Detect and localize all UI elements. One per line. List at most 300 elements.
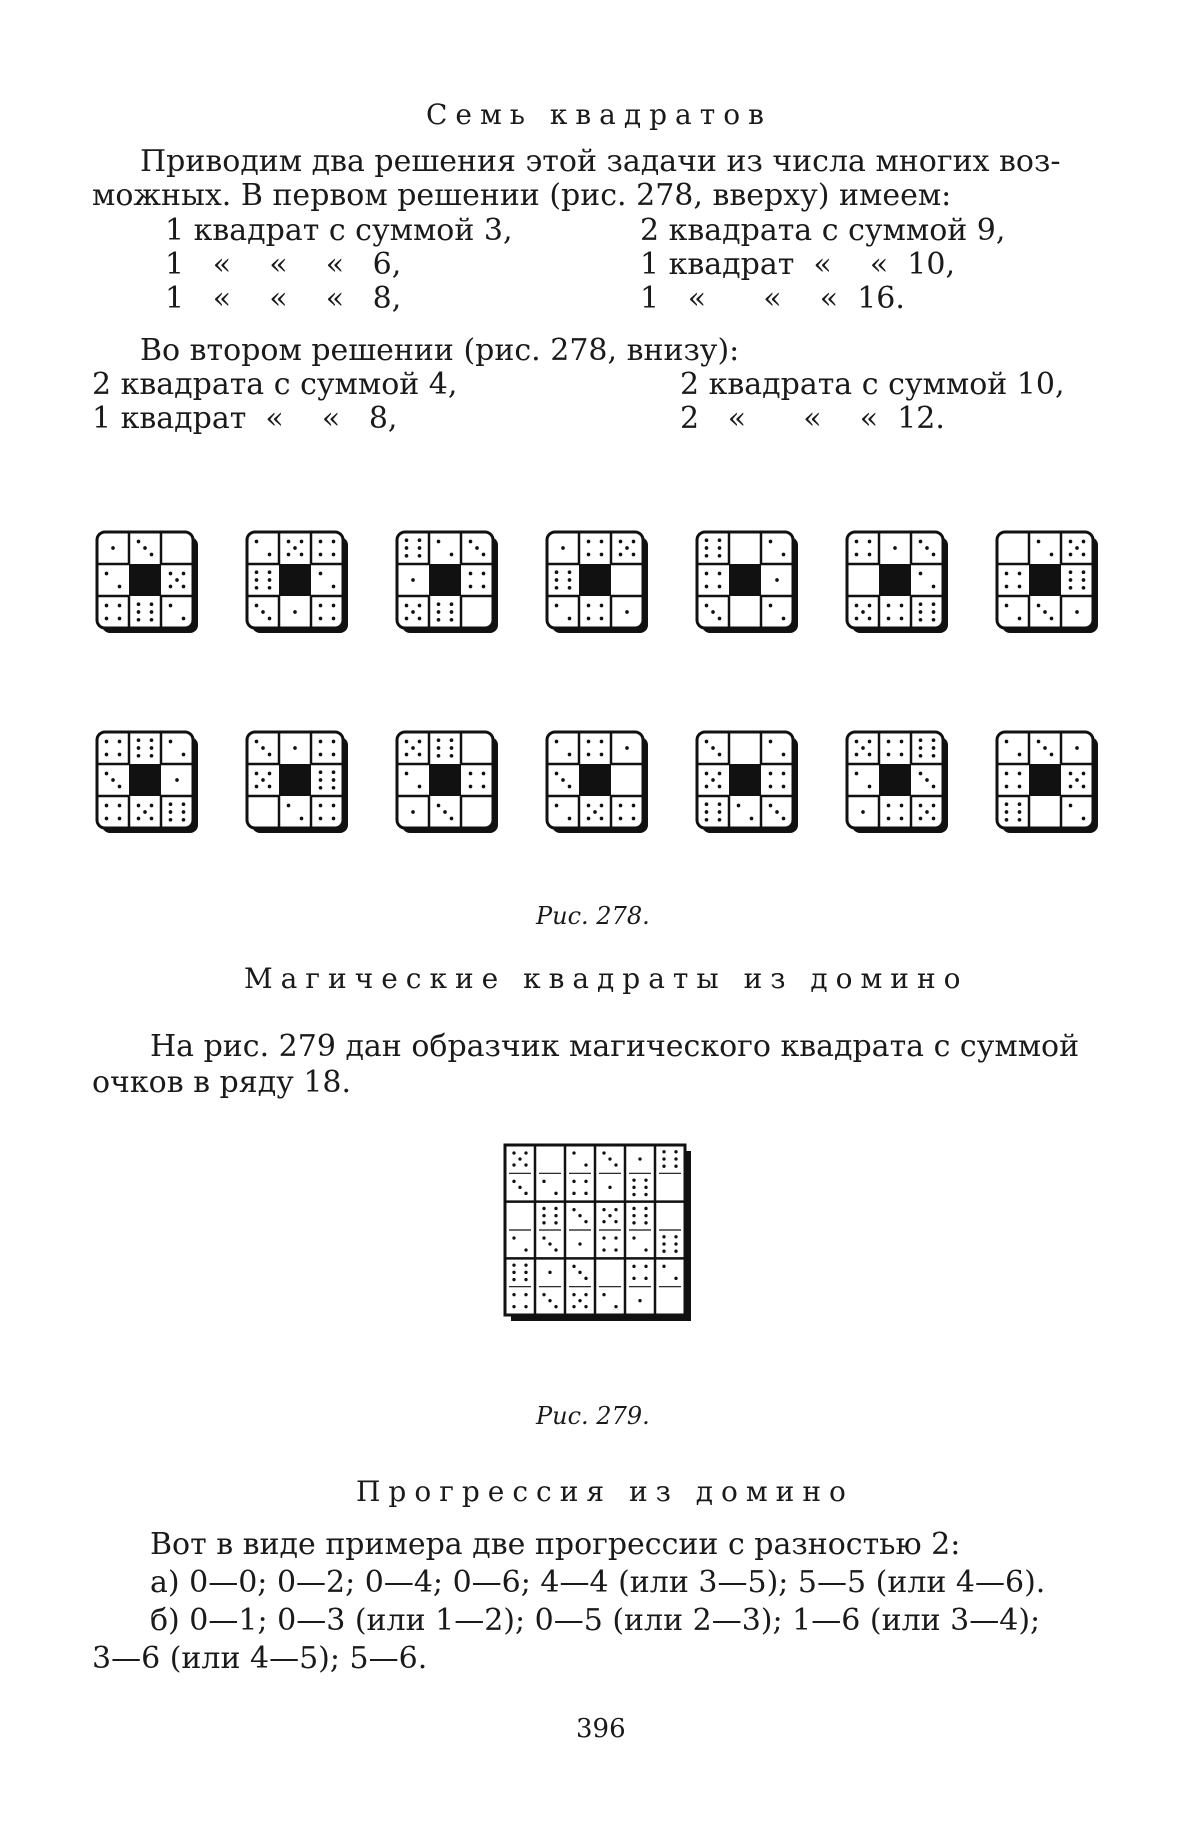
- domino-pip: [1069, 553, 1073, 557]
- domino-pip: [450, 817, 454, 821]
- domino-pip: [332, 786, 336, 790]
- domino-pip: [644, 1207, 647, 1210]
- domino-pip: [1075, 746, 1079, 750]
- domino-pip: [868, 604, 872, 608]
- domino-pip: [554, 1192, 557, 1195]
- domino-pip: [405, 753, 409, 757]
- domino-pip: [1050, 617, 1054, 621]
- domino-pip: [548, 1242, 551, 1245]
- domino-pip: [150, 610, 154, 614]
- domino-pip: [900, 604, 904, 608]
- domino-pip: [1082, 578, 1086, 582]
- domino-pip: [450, 754, 454, 758]
- domino-pip: [1075, 546, 1079, 550]
- domino-pip: [554, 1248, 557, 1251]
- domino-pip: [632, 1277, 635, 1280]
- domino-pip: [555, 772, 559, 776]
- domino-pip: [1069, 772, 1073, 776]
- domino-pip: [893, 546, 897, 550]
- domino-pip: [638, 1299, 641, 1302]
- domino-pip: [319, 804, 323, 808]
- domino-pip: [625, 546, 629, 550]
- domino-pip: [255, 578, 259, 582]
- domino-pip: [1082, 785, 1086, 789]
- domino-pip: [705, 802, 709, 806]
- domino-pip: [512, 1151, 515, 1154]
- domino-pip: [524, 1278, 527, 1281]
- domino-pip: [1005, 802, 1009, 806]
- domino-pip: [319, 553, 323, 557]
- domino-pip: [255, 785, 259, 789]
- domino-pip: [542, 1180, 545, 1183]
- domino-pip: [614, 1305, 617, 1308]
- domino-pip: [542, 1207, 545, 1210]
- domino-pip: [602, 1236, 605, 1239]
- domino-pip: [332, 778, 336, 782]
- domino-pip: [555, 740, 559, 744]
- domino-pip: [600, 804, 604, 808]
- domino-pip: [750, 817, 754, 821]
- domino-pip: [255, 772, 259, 776]
- domino-pip: [1018, 818, 1022, 822]
- domino-pip: [319, 770, 323, 774]
- domino-center: [129, 764, 161, 796]
- sol2-row2-right: 2 « « « 12.: [680, 401, 945, 436]
- domino-pip: [268, 753, 272, 757]
- domino-pip: [619, 817, 623, 821]
- sol1-row3-right: 1 « « « 16.: [640, 281, 905, 316]
- domino-pip: [868, 617, 872, 621]
- domino-pip: [644, 1214, 647, 1217]
- sol1-row3-left: 1 « « « 8,: [165, 281, 402, 316]
- sol2-row1-left: 2 квадрата с суммой 4,: [92, 367, 458, 402]
- domino-square: [847, 732, 948, 833]
- domino-pip: [919, 817, 923, 821]
- domino-pip: [469, 772, 473, 776]
- domino-pip: [150, 618, 154, 622]
- domino-pip: [542, 1221, 545, 1224]
- domino-pip: [887, 804, 891, 808]
- domino-pip: [437, 738, 441, 742]
- domino-pip: [782, 753, 786, 757]
- domino-pip: [169, 818, 173, 822]
- domino-pip: [932, 746, 936, 750]
- domino-pip: [644, 1186, 647, 1189]
- domino-center: [729, 564, 761, 596]
- domino-square: [997, 532, 1098, 633]
- domino-pip: [584, 1163, 587, 1166]
- domino-pip: [542, 1236, 545, 1239]
- domino-pip: [919, 746, 923, 750]
- domino-pip: [255, 540, 259, 544]
- domino-pip: [861, 610, 865, 614]
- domino-pip: [405, 538, 409, 542]
- domino-pip: [568, 578, 572, 582]
- domino-pip: [332, 540, 336, 544]
- domino-pip: [600, 740, 604, 744]
- domino-center: [579, 564, 611, 596]
- domino-pip: [319, 604, 323, 608]
- domino-pip: [887, 740, 891, 744]
- domino-pip: [705, 546, 709, 550]
- domino-pip: [718, 810, 722, 814]
- domino-pip: [638, 1157, 641, 1160]
- domino-pip: [578, 1214, 581, 1217]
- domino-pip: [614, 1248, 617, 1251]
- domino-pip: [405, 554, 409, 558]
- domino-pip: [919, 804, 923, 808]
- domino-pip: [900, 804, 904, 808]
- domino-pip: [319, 817, 323, 821]
- domino-pip: [105, 753, 109, 757]
- domino-pip: [587, 604, 591, 608]
- domino-pip: [268, 570, 272, 574]
- domino-pip: [614, 1163, 617, 1166]
- domino-pip: [1018, 785, 1022, 789]
- domino-pip: [584, 1180, 587, 1183]
- domino-pip: [900, 740, 904, 744]
- domino-pip: [587, 553, 591, 557]
- domino-pip: [584, 1277, 587, 1280]
- domino-pip: [932, 610, 936, 614]
- domino-pip: [1043, 610, 1047, 614]
- domino-pip: [319, 540, 323, 544]
- domino-pip: [932, 738, 936, 742]
- domino-pip: [584, 1192, 587, 1195]
- domino-pip: [293, 546, 297, 550]
- domino-pip: [137, 738, 141, 742]
- domino-pip: [437, 804, 441, 808]
- domino-pip: [855, 604, 859, 608]
- domino-pip: [137, 610, 141, 614]
- magic-text-line-2: очков в ряду 18.: [92, 1065, 352, 1100]
- domino-pip: [411, 578, 415, 582]
- magic-square-grid: [505, 1145, 691, 1321]
- domino-pip: [1005, 740, 1009, 744]
- domino-pip: [175, 578, 179, 582]
- domino-pip: [718, 572, 722, 576]
- domino-pip: [718, 785, 722, 789]
- domino-pip: [524, 1163, 527, 1166]
- domino-pip: [1082, 553, 1086, 557]
- domino-pip: [105, 772, 109, 776]
- domino-pip: [705, 554, 709, 558]
- domino-pip: [587, 804, 591, 808]
- domino-center: [1029, 564, 1061, 596]
- domino-pip: [512, 1305, 515, 1308]
- domino-pip: [782, 772, 786, 776]
- domino-pip: [614, 1236, 617, 1239]
- domino-pip: [268, 617, 272, 621]
- domino-pip: [644, 1178, 647, 1181]
- domino-pip: [632, 1193, 635, 1196]
- sol2-row2-left: 1 квадрат « « 8,: [92, 401, 398, 436]
- domino-pip: [674, 1242, 677, 1245]
- domino-pip: [705, 818, 709, 822]
- domino-pip: [868, 753, 872, 757]
- domino-pip: [268, 586, 272, 590]
- domino-pip: [118, 753, 122, 757]
- domino-pip: [718, 818, 722, 822]
- domino-pip: [150, 746, 154, 750]
- domino-pip: [718, 772, 722, 776]
- domino-pip: [1005, 604, 1009, 608]
- domino-pip: [105, 740, 109, 744]
- domino-square: [97, 532, 198, 633]
- domino-pip: [1069, 586, 1073, 590]
- domino-pip: [1005, 772, 1009, 776]
- domino-pip: [319, 572, 323, 576]
- domino-pip: [868, 785, 872, 789]
- domino-pip: [1005, 810, 1009, 814]
- domino-pip: [932, 817, 936, 821]
- domino-pip: [111, 546, 115, 550]
- domino-pip: [1069, 570, 1073, 574]
- domino-pip: [182, 810, 186, 814]
- domino-pip: [572, 1293, 575, 1296]
- domino-pip: [482, 553, 486, 557]
- domino-pip: [169, 585, 173, 589]
- domino-pip: [769, 604, 773, 608]
- domino-pip: [861, 746, 865, 750]
- figure-279-caption: Рис. 279.: [536, 1402, 650, 1430]
- domino-pip: [524, 1192, 527, 1195]
- domino-pip: [855, 553, 859, 557]
- domino-pip: [137, 754, 141, 758]
- domino-pip: [450, 618, 454, 622]
- domino-pip: [255, 586, 259, 590]
- domino-pip: [524, 1305, 527, 1308]
- domino-pip: [175, 778, 179, 782]
- domino-pip: [932, 754, 936, 758]
- domino-pip: [705, 772, 709, 776]
- domino-pip: [711, 610, 715, 614]
- intro-line-2: можных. В первом решении (рис. 278, вверху) имеем:: [92, 178, 952, 213]
- domino-pip: [887, 753, 891, 757]
- domino-pip: [925, 810, 929, 814]
- domino-pip: [769, 804, 773, 808]
- domino-pip: [118, 585, 122, 589]
- domino-pip: [437, 610, 441, 614]
- domino-square: [997, 732, 1098, 833]
- domino-pip: [150, 817, 154, 821]
- domino-pip: [332, 817, 336, 821]
- domino-pip: [332, 553, 336, 557]
- domino-pip: [1018, 572, 1022, 576]
- domino-pip: [769, 772, 773, 776]
- domino-pip: [602, 1151, 605, 1154]
- domino-center: [429, 564, 461, 596]
- domino-square: [97, 732, 198, 833]
- domino-pip: [443, 810, 447, 814]
- domino-pip: [632, 1221, 635, 1224]
- domino-pip: [1082, 772, 1086, 776]
- domino-pip: [932, 804, 936, 808]
- domino-pip: [782, 817, 786, 821]
- sol1-row2-right: 1 квадрат « « 10,: [640, 247, 956, 282]
- domino-pip: [1018, 585, 1022, 589]
- domino-pip: [568, 586, 572, 590]
- domino-pip: [632, 540, 636, 544]
- domino-pip: [855, 617, 859, 621]
- domino-center: [879, 564, 911, 596]
- domino-pip: [169, 740, 173, 744]
- domino-pip: [143, 546, 147, 550]
- domino-pip: [1018, 772, 1022, 776]
- domino-pip: [919, 618, 923, 622]
- domino-square: [697, 732, 798, 833]
- domino-pip: [482, 572, 486, 576]
- domino-pip: [614, 1220, 617, 1223]
- domino-pip: [268, 785, 272, 789]
- domino-pip: [568, 785, 572, 789]
- domino-pip: [319, 617, 323, 621]
- domino-pip: [587, 753, 591, 757]
- domino-pip: [572, 1151, 575, 1154]
- domino-pip: [608, 1157, 611, 1160]
- domino-pip: [1075, 778, 1079, 782]
- domino-pip: [619, 553, 623, 557]
- domino-pip: [705, 604, 709, 608]
- domino-pip: [418, 740, 422, 744]
- domino-pip: [919, 540, 923, 544]
- domino-pip: [332, 770, 336, 774]
- domino-center: [429, 764, 461, 796]
- domino-pip: [855, 753, 859, 757]
- domino-pip: [118, 804, 122, 808]
- domino-pip: [293, 610, 297, 614]
- domino-pip: [600, 553, 604, 557]
- domino-pip: [587, 817, 591, 821]
- domino-square: [547, 532, 648, 633]
- domino-pip: [711, 746, 715, 750]
- domino-pip: [405, 604, 409, 608]
- domino-pip: [578, 1299, 581, 1302]
- domino-pip: [868, 740, 872, 744]
- domino-pip: [518, 1186, 521, 1189]
- domino-pip: [705, 785, 709, 789]
- domino-pip: [287, 540, 291, 544]
- domino-pip: [625, 610, 629, 614]
- domino-pip: [584, 1293, 587, 1296]
- domino-pip: [572, 1180, 575, 1183]
- domino-pip: [524, 1293, 527, 1296]
- domino-pip: [1018, 753, 1022, 757]
- domino-pip: [662, 1265, 665, 1268]
- domino-pip: [150, 754, 154, 758]
- domino-pip: [300, 553, 304, 557]
- domino-pip: [782, 617, 786, 621]
- domino-pip: [782, 785, 786, 789]
- domino-pip: [332, 753, 336, 757]
- domino-pip: [662, 1165, 665, 1168]
- domino-pip: [1069, 578, 1073, 582]
- domino-pip: [255, 604, 259, 608]
- domino-pip: [572, 1192, 575, 1195]
- domino-pip: [554, 1221, 557, 1224]
- domino-pip: [261, 610, 265, 614]
- domino-center: [579, 764, 611, 796]
- domino-pip: [600, 753, 604, 757]
- domino-pip: [118, 785, 122, 789]
- domino-pip: [919, 572, 923, 576]
- domino-pip: [568, 617, 572, 621]
- domino-pip: [578, 1271, 581, 1274]
- domino-pip: [554, 1305, 557, 1308]
- domino-pip: [674, 1165, 677, 1168]
- progression-line-1: Вот в виде примера две прогрессии с разностью 2:: [150, 1527, 961, 1562]
- domino-pip: [1050, 553, 1054, 557]
- domino-pip: [169, 572, 173, 576]
- domino-pip: [411, 746, 415, 750]
- domino-pip: [482, 785, 486, 789]
- domino-pip: [548, 1299, 551, 1302]
- domino-pip: [600, 604, 604, 608]
- domino-pip: [555, 604, 559, 608]
- domino-pip: [411, 810, 415, 814]
- domino-pip: [255, 740, 259, 744]
- domino-pip: [587, 740, 591, 744]
- domino-pip: [919, 754, 923, 758]
- sol1-row2-left: 1 « « « 6,: [165, 247, 402, 282]
- domino-pip: [437, 754, 441, 758]
- domino-pip: [1082, 540, 1086, 544]
- progression-line-b-cont: 3—6 (или 4—5); 5—6.: [92, 1641, 428, 1676]
- domino-pip: [182, 572, 186, 576]
- domino-pip: [868, 553, 872, 557]
- domino-pip: [469, 785, 473, 789]
- domino-pip: [137, 817, 141, 821]
- domino-pip: [674, 1250, 677, 1253]
- domino-pip: [137, 540, 141, 544]
- domino-pip: [932, 553, 936, 557]
- domino-pip: [632, 1207, 635, 1210]
- domino-pip: [437, 618, 441, 622]
- domino-pip: [169, 810, 173, 814]
- domino-pip: [587, 617, 591, 621]
- domino-pip: [261, 746, 265, 750]
- domino-pip: [300, 817, 304, 821]
- domino-pip: [705, 572, 709, 576]
- domino-pip: [900, 617, 904, 621]
- domino-pip: [319, 753, 323, 757]
- domino-pip: [775, 810, 779, 814]
- sol2-row1-right: 2 квадрата с суммой 10,: [680, 367, 1065, 402]
- domino-pip: [319, 778, 323, 782]
- domino-pip: [405, 772, 409, 776]
- domino-pip: [614, 1208, 617, 1211]
- domino-pip: [555, 804, 559, 808]
- domino-pip: [105, 604, 109, 608]
- domino-pip: [900, 817, 904, 821]
- domino-pip: [932, 602, 936, 606]
- domino-pip: [593, 810, 597, 814]
- domino-pip: [737, 804, 741, 808]
- domino-pip: [718, 802, 722, 806]
- domino-pip: [150, 738, 154, 742]
- domino-pip: [1005, 785, 1009, 789]
- domino-pip: [482, 585, 486, 589]
- domino-pip: [450, 746, 454, 750]
- domino-pip: [932, 618, 936, 622]
- domino-pip: [418, 554, 422, 558]
- domino-pip: [632, 1265, 635, 1268]
- domino-pip: [769, 540, 773, 544]
- domino-pip: [555, 570, 559, 574]
- domino-pip: [411, 610, 415, 614]
- domino-pip: [512, 1263, 515, 1266]
- domino-pip: [182, 802, 186, 806]
